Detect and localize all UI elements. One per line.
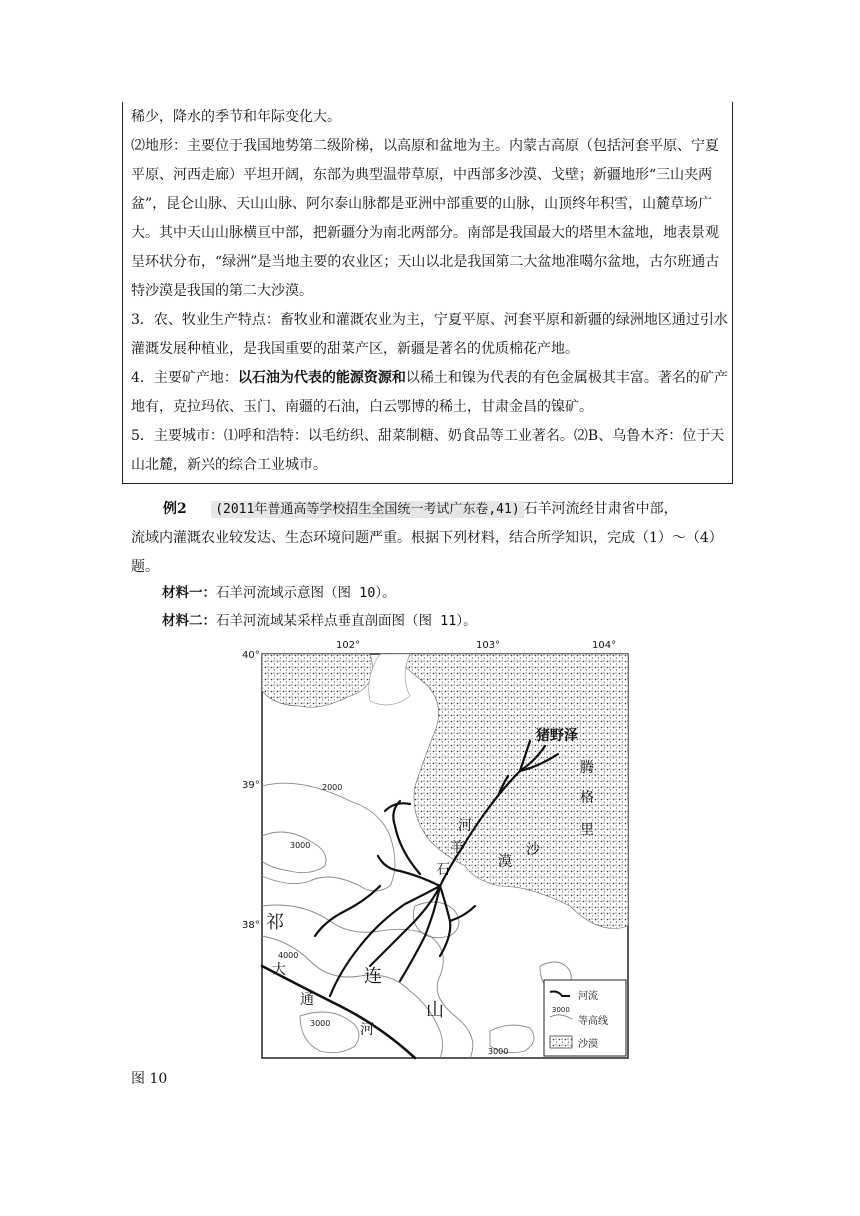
place-name-label: 大 [272,962,286,978]
contour-value-label: 3000 [310,1019,331,1028]
place-name-label: 河 [360,1022,374,1038]
agriculture-paragraph: 3．农、牧业生产特点：畜牧业和灌溉农业为主，宁夏平原、河套平原和新疆的绿洲地区通过引水灌溉发展种植业，是我国重要的甜菜产区，新疆是著名的优质棉花产地。 [131,312,728,357]
material-one: 材料一：石羊河流域示意图（图 10）。 [162,585,396,601]
place-name-label: 猪野泽 [536,728,578,744]
place-name-label: 里 [580,822,594,838]
minerals-paragraph: 4．主要矿产地：以石油为代表的能源资源和以稀土和镍为代表的有色金属极其丰富。著名的矿产地有，克拉玛依、玉门、南疆的石油，白云鄂博的稀土，甘肃金昌的镍矿。 [131,370,728,415]
longitude-label: 104° [592,640,617,651]
material-two: 材料二：石羊河流域某采样点垂直剖面图（图 11）。 [162,613,477,629]
legend-entry-label: 沙漠 [578,1039,598,1050]
place-name-label: 腾 [580,760,594,776]
cities-paragraph: 5．主要城市：⑴呼和浩特：以毛纺织、甜菜制糖、奶食品等工业著名。⑵B、乌鲁木齐：位于天山北麓，新兴的综合工业城市。 [131,428,725,473]
place-name-label: 漠 [498,854,512,870]
example-source: (2011年普通高等学校招生全国统一考试广东卷,41) [211,501,523,518]
place-name-label: 祁 [266,912,284,933]
contour-value-label: 4000 [278,951,299,960]
longitude-label: 103° [476,640,501,651]
legend-contour-value: 3000 [552,1006,570,1014]
latitude-label: 39° [242,780,260,791]
place-name-label: 山 [426,1000,444,1021]
place-name-label: 沙 [526,842,540,858]
contour-value-label: 3000 [290,841,311,850]
place-name-label: 连 [364,966,382,987]
shiyang-river-basin-map [240,636,630,1062]
example-question: 流域内灌溉农业较发达、生态环境问题严重。根据下列材料，结合所学知识，完成（1）～（4）题。 [131,530,723,575]
place-name-label: 通 [300,992,314,1008]
figure-caption: 图 10 [131,1071,168,1087]
place-name-label: 格 [580,790,594,806]
place-name-label: 河 [458,818,472,834]
place-name-label: 石 [436,862,450,878]
latitude-label: 40° [242,650,260,661]
topography-paragraph: ⑵地形：主要位于我国地势第二级阶梯，以高原和盆地为主。内蒙古高原（包括河套平原、宁夏平原、河西走廊）平坦开阔，东部为典型温带草原，中西部多沙漠、戈壁；新疆地形“三山夹两盆”，昆仑山脉、天山山脉、阿尔泰山脉都是亚洲中部重要的山脉，山顶终年积雪，山麓草场广大。其中天山山脉横亘中部，把新疆分为南北两部分。南部是我国最大的塔里木盆地，地表景观呈环状分布，“绿洲”是当地主要的农业区；天山以北是我国第二大盆地准噶尔盆地，古尔班通古特沙漠是我国的第二大沙漠。 [131,138,720,299]
example-tag: 例2 [163,501,187,517]
knowledge-text [131,103,729,480]
place-name-label: 羊 [450,840,464,856]
latitude-label: 38° [242,920,260,931]
longitude-label: 102° [336,640,361,651]
example-intro: 石羊河流经甘肃省中部， [523,501,678,517]
example-2 [131,495,731,582]
contour-value-label: 2000 [322,783,343,792]
contour-value-label: 3000 [488,1047,509,1056]
climate-line: 稀少，降水的季节和年际变化大。 [131,109,341,125]
legend-entry-label: 等高线 [578,1016,608,1027]
legend-entry-label: 河流 [578,991,598,1002]
